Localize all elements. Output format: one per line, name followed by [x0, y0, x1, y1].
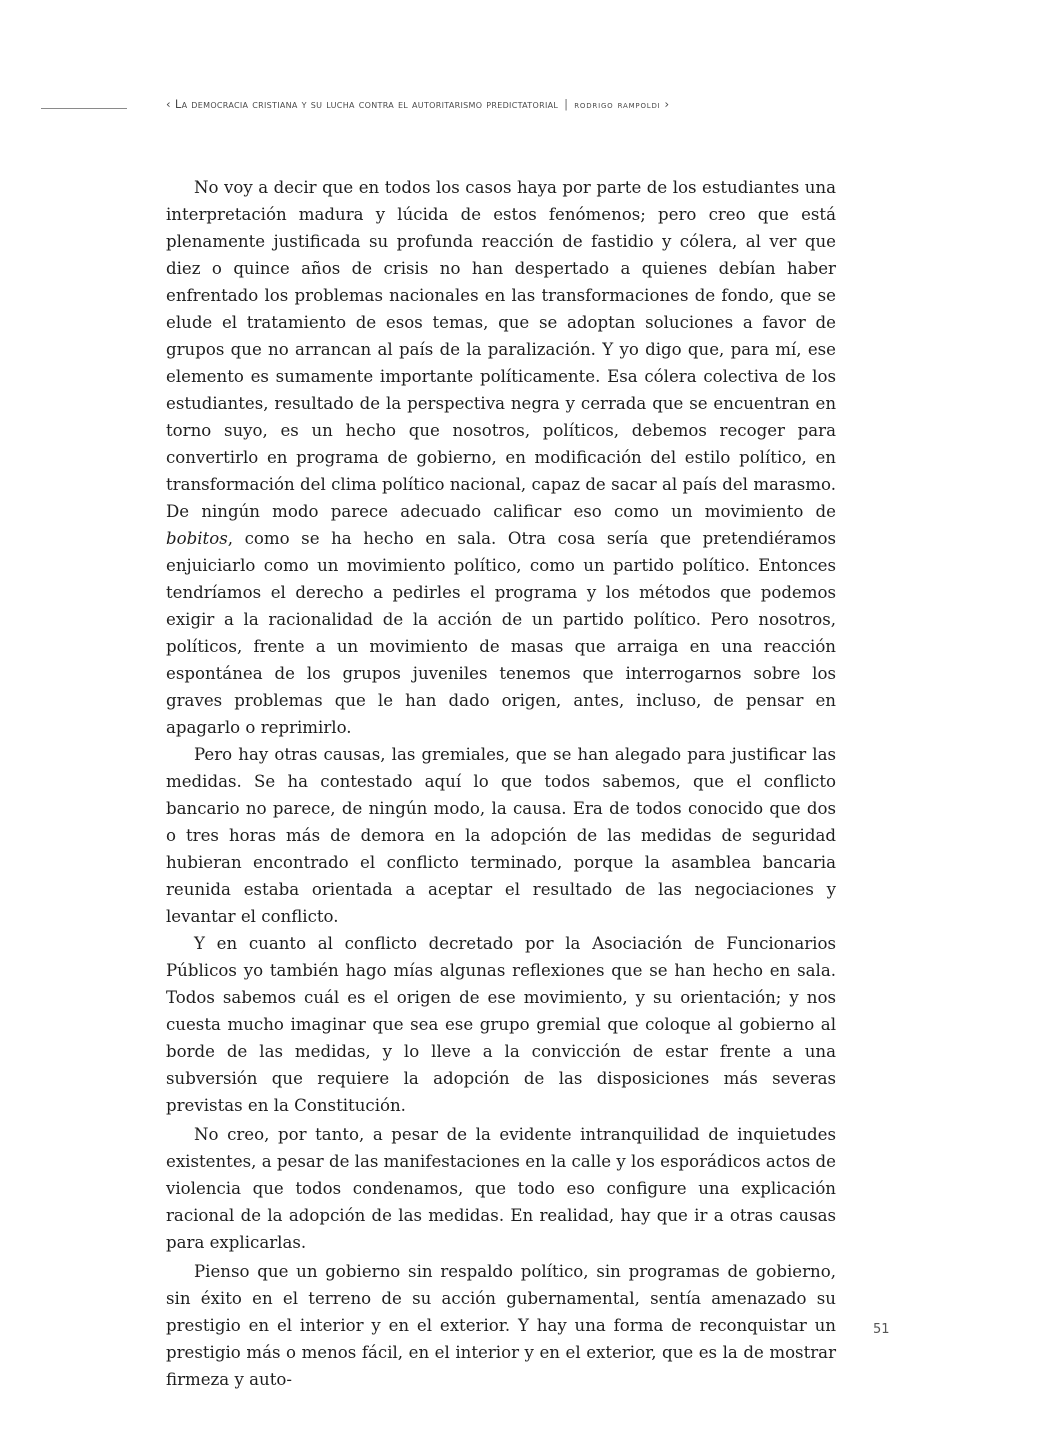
paragraph: Y en cuanto al conflicto decretado por la Asociación de Funcionarios Públicos yo también hago mías algunas reflexiones que se han hecho en sala. Todos sabemos cuál es el origen de ese movimiento, y su orientación; y nos cuesta mucho imaginar que sea ese grupo gremial que coloque al gobierno al borde de las medidas, y lo lleve a la convicción de estar frente a una subversión que requiere la adopción de las disposiciones más severas previstas en la Constitución. [166, 934, 836, 1115]
running-head-title: La democracia cristiana y su lucha contra el autoritarismo predictatorial [174, 97, 559, 111]
page-number: 51 [873, 1322, 890, 1337]
running-head [166, 97, 866, 111]
paragraph [166, 174, 836, 741]
running-head-open-mark: ‹ [166, 97, 171, 111]
paragraph-text: , como se ha hecho en sala. Otra cosa sería que pretendiéramos enjuiciarlo como un movimiento político, como un partido político. Entonces tendríamos el derecho a pedirles el programa y los métodos que podemos exigir a la racionalidad de la acción de un partido político. Pero nosotros, políticos, frente a un movimiento de masas que arraiga en una reacción espontánea de los grupos juveniles tenemos que interrogarnos sobre los graves problemas que le han dado origen, antes, incluso, de pensar en apagarlo o reprimirlo. [166, 529, 836, 737]
header-rule [41, 108, 127, 109]
running-head-separator: | [564, 97, 569, 111]
paragraph: Pero hay otras causas, las gremiales, que se han alegado para justificar las medidas. Se ha contestado aquí lo que todos sabemos, que el conflicto bancario no parece, de ningún modo, la causa. Era de todos conocido que dos o tres horas más de demora en la adopción de las medidas de seguridad hubieran encontrado el conflicto terminado, porque la asamblea bancaria reunida estaba orientada a aceptar el resultado de las negociaciones y levantar el conflicto. [166, 745, 836, 926]
paragraph: No creo, por tanto, a pesar de la evidente intranquilidad de inquietudes existentes, a pesar de las manifestaciones en la calle y los esporádicos actos de violencia que todos condenamos, que todo eso configure una explicación racional de la adopción de las medidas. En realidad, hay que ir a otras causas para explicarlas. [166, 1125, 836, 1252]
body-text [166, 174, 836, 1393]
paragraph: Pienso que un gobierno sin respaldo político, sin programas de gobierno, sin éxito en el terreno de su acción gubernamental, sentía amenazado su prestigio en el interior y en el exterior. Y hay una forma de reconquistar un prestigio más o menos fácil, en el interior y en el exterior, que es la de mostrar firmeza y auto- [166, 1262, 836, 1389]
running-head-author: rodrigo rampoldi [574, 99, 661, 111]
emphasized-word: bobitos [166, 529, 228, 548]
paragraph-text: No voy a decir que en todos los casos haya por parte de los estudiantes una interpretación madura y lúcida de estos fenómenos; pero creo que está plenamente justificada su profunda reacción de fastidio y cólera, al ver que diez o quince años de crisis no han despertado a quienes debían haber enfrentado los problemas nacionales en las transformaciones de fondo, que se elude el tratamiento de esos temas, que se adoptan soluciones a favor de grupos que no arrancan al país de la paralización. Y yo digo que, para mí, ese elemento es sumamente importante políticamente. Esa cólera colectiva de los estudiantes, resultado de la perspectiva negra y cerrada que se encuentran en torno suyo, es un hecho que nosotros, políticos, debemos recoger para convertirlo en programa de gobierno, en modificación del estilo político, en transformación del clima político nacional, capaz de sacar al país del marasmo. De ningún modo parece adecuado calificar eso como un movimiento de [166, 178, 836, 521]
running-head-close-mark: › [664, 97, 670, 111]
